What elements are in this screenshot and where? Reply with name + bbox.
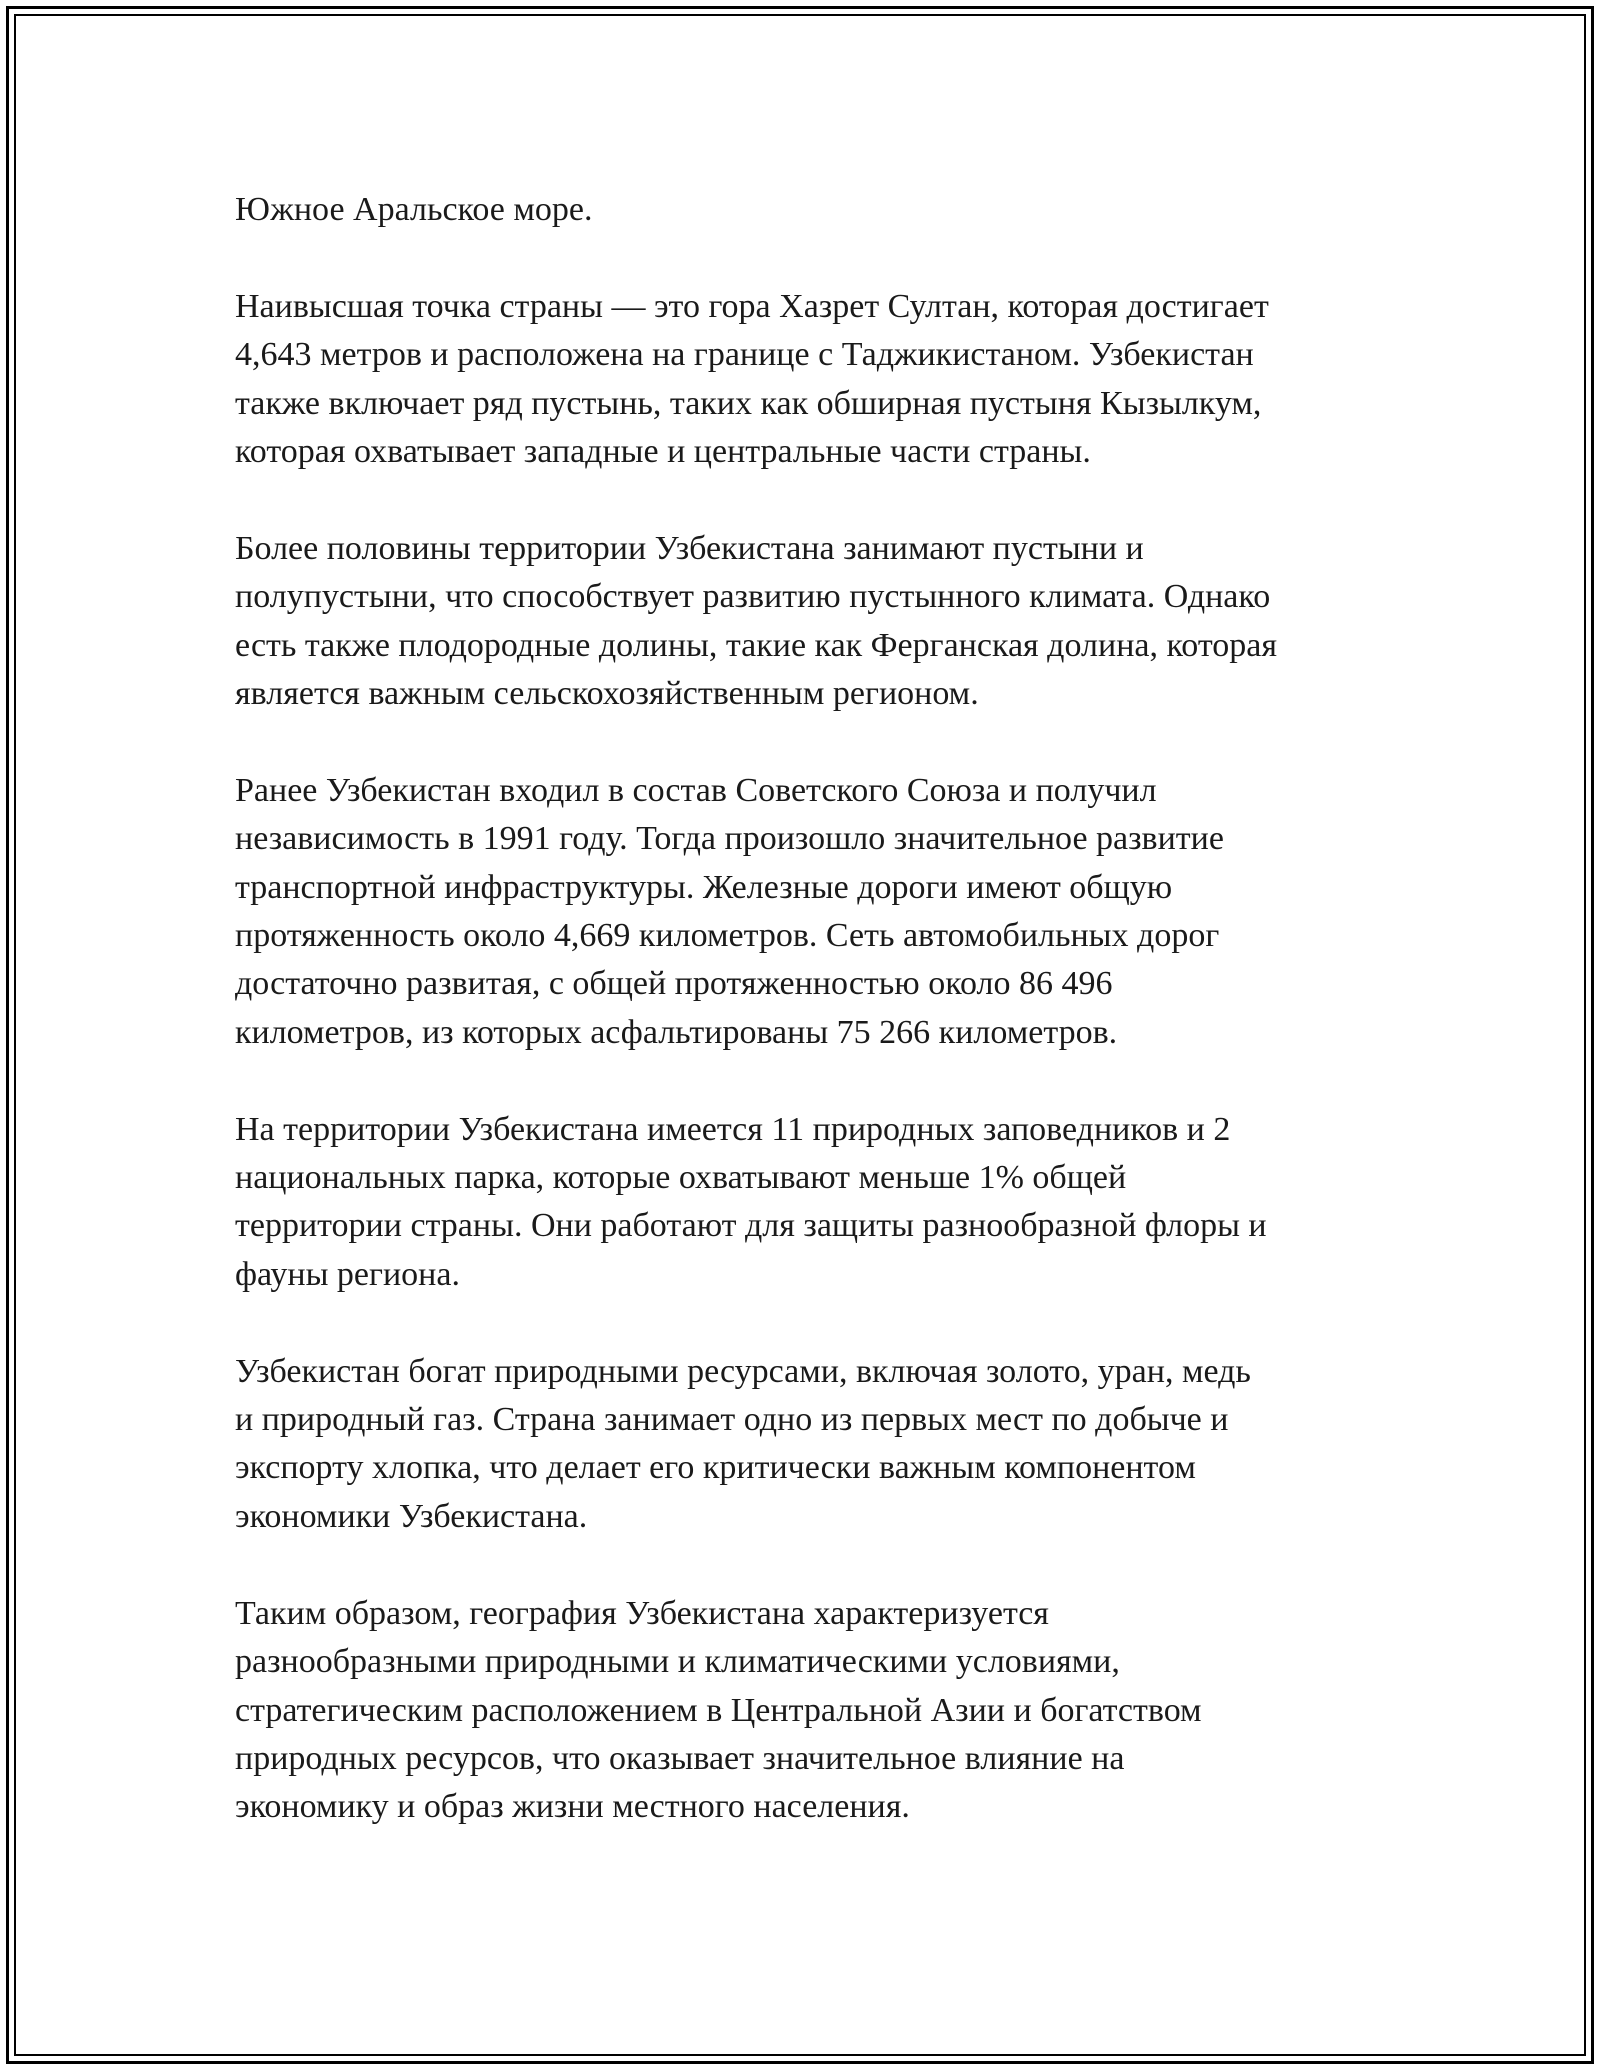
text-line: Таким образом, география Узбекистана характеризуется (235, 1594, 1049, 1632)
text-line: На территории Узбекистана имеется 11 природных заповедников и 2 (235, 1110, 1231, 1148)
text-line: является важным сельскохозяйственным регионом. (235, 675, 979, 713)
text-line: километров, из которых асфальтированы 75 266 километров. (235, 1013, 1118, 1051)
text-line: достаточно развитая, с общей протяженностью около 86 496 (235, 965, 1113, 1003)
paragraph-3 (235, 525, 1385, 719)
text-line: 4,643 метров и расположена на границе с Таджикистаном. Узбекистан (235, 336, 1254, 374)
text-line: фауны региона. (235, 1255, 460, 1293)
text-line: Более половины территории Узбекистана занимают пустыни и (235, 529, 1144, 567)
text-line: также включает ряд пустынь, таких как обширная пустыня Кызылкум, (235, 384, 1262, 422)
text-line: протяженность около 4,669 километров. Сеть автомобильных дорог (235, 917, 1220, 955)
text-line: транспортной инфраструктуры. Железные дороги имеют общую (235, 868, 1173, 906)
paragraph-5 (235, 1106, 1385, 1300)
paragraph-1 (235, 186, 1385, 234)
text-line: экономику и образ жизни местного населения. (235, 1788, 910, 1826)
text-line: которая охватывает западные и центральные части страны. (235, 433, 1091, 471)
text-line: природных ресурсов, что оказывает значительное влияние на (235, 1739, 1125, 1777)
text-line: и природный газ. Страна занимает одно из первых мест по добыче и (235, 1401, 1229, 1439)
document-body (235, 186, 1385, 1880)
text-line: экспорту хлопка, что делает его критически важным компонентом (235, 1449, 1196, 1487)
text-line: стратегическим расположением в Центральной Азии и богатством (235, 1691, 1202, 1729)
text-line: Узбекистан богат природными ресурсами, включая золото, уран, медь (235, 1352, 1251, 1390)
text-line: национальных парка, которые охватывают меньше 1% общей (235, 1159, 1127, 1197)
text-line: есть также плодородные долины, такие как Ферганская долина, которая (235, 626, 1277, 664)
paragraph-4 (235, 767, 1385, 1057)
text-line: Наивысшая точка страны — это гора Хазрет Султан, которая достигает (235, 287, 1269, 325)
text-line: независимость в 1991 году. Тогда произошло значительное развитие (235, 820, 1224, 858)
text-line: экономики Узбекистана. (235, 1497, 588, 1535)
text-line: разнообразными природными и климатическими условиями, (235, 1643, 1120, 1681)
paragraph-2 (235, 283, 1385, 477)
text-line: полупустыни, что способствует развитию пустынного климата. Однако (235, 578, 1271, 616)
paragraph-6 (235, 1348, 1385, 1542)
text-line: Ранее Узбекистан входил в состав Советского Союза и получил (235, 771, 1157, 809)
paragraph-7 (235, 1590, 1385, 1832)
text-line: территории страны. Они работают для защиты разнообразной флоры и (235, 1207, 1267, 1245)
text-line: Южное Аральское море. (235, 191, 593, 228)
